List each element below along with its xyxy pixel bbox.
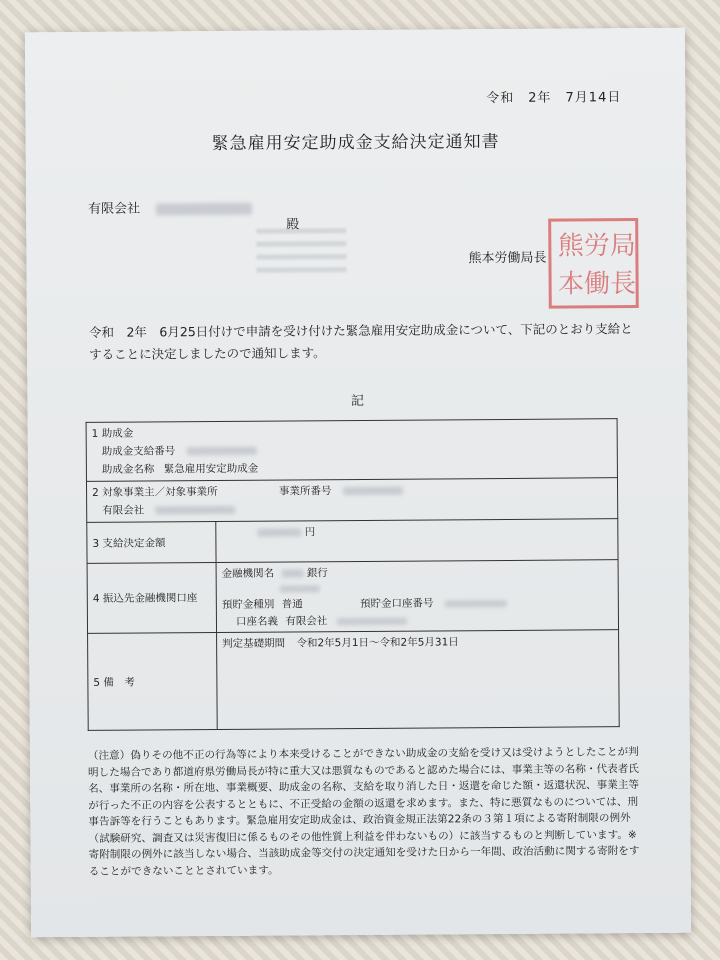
official-seal bbox=[548, 218, 639, 309]
remarks-cell bbox=[217, 630, 620, 730]
redacted-office-number bbox=[343, 487, 403, 495]
issue-date: 令和 2年 7月14日 bbox=[486, 90, 622, 107]
issuer-name: 熊本労働局長 bbox=[468, 250, 547, 267]
branch-line bbox=[222, 580, 613, 595]
faint-address-lines bbox=[256, 220, 346, 291]
table-row bbox=[87, 560, 618, 634]
account-number-label: 預貯金口座番号 bbox=[359, 597, 434, 610]
employer-company-line bbox=[92, 499, 612, 518]
account-name-label: 口座名義 bbox=[235, 615, 279, 628]
notice-document bbox=[25, 28, 691, 938]
period-label: 判定基礎期間 bbox=[222, 637, 286, 650]
seal-char: 長 bbox=[605, 269, 636, 296]
employer-line bbox=[92, 481, 612, 500]
seal-char: 本 bbox=[553, 269, 584, 296]
account-name-prefix: 有限会社 bbox=[285, 615, 328, 628]
grant-name-value: 緊急雇用安定助成金 bbox=[163, 462, 259, 476]
redacted-account-name bbox=[337, 617, 407, 624]
remarks-heading: 5 備 考 bbox=[88, 632, 218, 730]
redacted-bank-name bbox=[281, 569, 303, 577]
details-table bbox=[86, 418, 620, 731]
redacted-account-number bbox=[445, 599, 507, 606]
seal-char: 局 bbox=[605, 231, 636, 258]
grant-name-line bbox=[92, 458, 612, 477]
seal-char: 熊 bbox=[553, 231, 584, 258]
table-row bbox=[87, 519, 618, 564]
bank-heading: 4 振込先金融機関口座 bbox=[87, 562, 216, 633]
redacted-branch-name bbox=[280, 585, 320, 592]
table-row bbox=[88, 630, 620, 731]
amount-cell bbox=[216, 519, 618, 563]
seal-char: 労 bbox=[579, 231, 610, 258]
grant-heading: 1 助成金 bbox=[91, 427, 134, 440]
bank-cell bbox=[216, 560, 618, 633]
employer-company-prefix: 有限会社 bbox=[102, 504, 145, 517]
recipient-company bbox=[88, 197, 252, 217]
grant-number-line bbox=[92, 440, 612, 459]
grant-cell bbox=[86, 419, 617, 482]
employer-cell bbox=[86, 478, 617, 523]
seal-char: 働 bbox=[579, 269, 610, 296]
deposit-line bbox=[222, 594, 613, 612]
grant-number-label: 助成金支給番号 bbox=[101, 445, 176, 458]
redacted-company-name bbox=[156, 202, 252, 215]
notice-body: 令和 2年 6月25日付けで申請を受け付けた緊急雇用安定助成金について、下記のとおり支給とすることに決定しましたので通知します。 bbox=[88, 321, 633, 362]
recipient-company-prefix: 有限会社 bbox=[88, 201, 141, 217]
bank-label: 金融機関名 bbox=[221, 567, 275, 580]
office-number-label: 事業所番号 bbox=[278, 485, 332, 498]
grant-name-label: 助成金名称 bbox=[101, 463, 155, 476]
period-value: 令和2年5月1日～令和2年5月31日 bbox=[296, 636, 459, 650]
document-title: 緊急雇用安定助成金支給決定通知書 bbox=[211, 132, 500, 155]
table-row bbox=[86, 419, 617, 482]
bank-line bbox=[222, 563, 613, 581]
bank-suffix: 銀行 bbox=[306, 567, 328, 580]
redacted-amount bbox=[257, 528, 301, 536]
redacted-grant-number bbox=[187, 447, 257, 455]
caution-note: （注意）偽りその他不正の行為等により本来受けることができない助成金の支給を受け又は受けようとしたことが判明した場合であり都道府県労働局長が特に重大又は悪質なものであると認めた場合には、事業主等の名称・代表者氏名、事業所の名称・所在地、事業概要、助成金の名称、支給を取り消した日・返還を命じた額・返還状況、事業主等が行った不正の内容を公表するとともに、不正受給の金額の返還を求めます。また、特に悪質なものについては、刑事告訴等を行うこともあります。緊急雇用安定助成金は、政治資金規正法第22条の３第１項による寄附制限の例外（試験研究、調査又は災害復旧に係るものその他性質上利益を伴わないもの）に該当するものと判断しています。※寄附制限の例外に該当しない場合、当該助成金等交付の決定通知を受けた日から一年間、政治活動に関する寄附をすることができないこととされています。 bbox=[87, 746, 640, 878]
table-row bbox=[86, 478, 617, 523]
ki-heading: 記 bbox=[350, 393, 364, 410]
employer-heading: 2 対象事業主／対象事業所 bbox=[92, 485, 218, 499]
deposit-type-label: 預貯金種別 bbox=[221, 598, 275, 611]
deposit-type-value: 普通 bbox=[281, 598, 303, 611]
amount-heading: 3 支給決定金額 bbox=[87, 521, 216, 563]
honorific: 殿 bbox=[286, 217, 300, 233]
account-name-line bbox=[222, 611, 613, 629]
redacted-employer-name bbox=[156, 506, 236, 515]
amount-unit: 円 bbox=[304, 526, 316, 539]
